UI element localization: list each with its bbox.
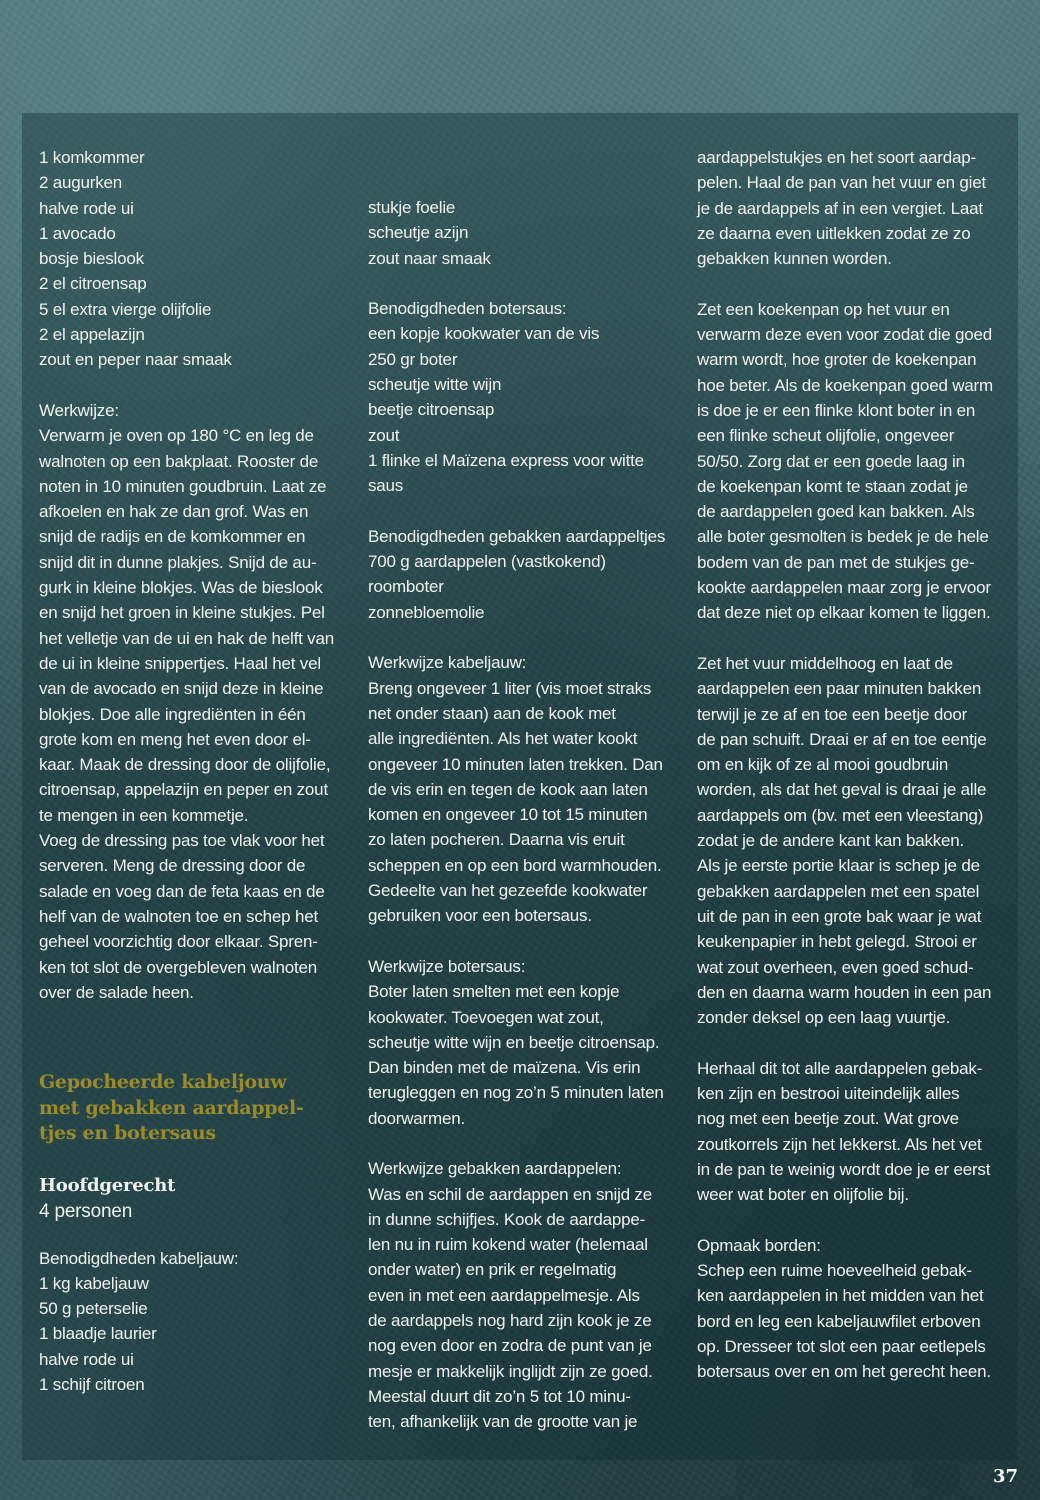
text-line: aardappelstukjes en het soort aardap- xyxy=(697,148,976,167)
method-line: afkoelen en hak ze dan grof. Was en xyxy=(39,502,309,522)
ingredient: 1 flinke el Maïzena express voor witte xyxy=(368,450,644,470)
section-label: Opmaak borden: xyxy=(697,1235,821,1255)
text-line: bord en leg een kabeljauwfilet erboven xyxy=(697,1311,981,1331)
text-line: zonder deksel op een laag vuurtje. xyxy=(697,1008,951,1028)
method-line: van de avocado en snijd deze in kleine xyxy=(39,679,324,699)
ingredient: 1 schijf citroen xyxy=(39,1375,145,1395)
text-line: Herhaal dit tot alle aardappelen gebak- xyxy=(697,1058,983,1078)
ingredient: 1 blaadje laurier xyxy=(39,1324,157,1344)
ingredient: beetje citroensap xyxy=(368,400,495,420)
method-line: de aardappels nog hard zijn kook je ze xyxy=(368,1311,652,1331)
section-label: Benodigdheden botersaus: xyxy=(368,299,567,319)
botersaus-ingredients xyxy=(368,296,688,498)
method-line: de vis erin en tegen de kook aan laten xyxy=(368,779,648,799)
method-line: Voeg de dressing pas toe vlak voor het xyxy=(39,831,325,851)
text-line: 50/50. Zorg dat er een goede laag in xyxy=(697,451,965,471)
method-line: mesje er makkelijk inglijdt zijn ze goed. xyxy=(368,1361,653,1381)
text-line: een flinke scheut olijfolie, ongeveer xyxy=(697,426,955,446)
method-line: nog even door en zodra de punt van je xyxy=(368,1336,652,1356)
section-label: Benodigdheden gebakken aardappeltjes xyxy=(368,526,666,546)
method-line: scheppen en op een bord warmhouden. xyxy=(368,855,662,875)
column-1 xyxy=(39,145,359,1397)
text-line: aardappelen een paar minuten bakken xyxy=(697,679,982,699)
aardappelen-method xyxy=(368,1156,688,1434)
section-label: Werkwijze gebakken aardappelen: xyxy=(368,1159,622,1179)
text-line: worden, als dat het geval is draai je alle xyxy=(697,780,987,800)
recipe-title-line: Gepocheerde kabeljouw xyxy=(39,1071,287,1094)
salad-ingredients xyxy=(39,145,359,373)
method-line: snijd de radijs en de komkommer en xyxy=(39,527,306,547)
spacer xyxy=(697,1207,1017,1232)
spacer xyxy=(368,929,688,954)
ingredient: zout xyxy=(368,425,400,445)
section-label: Werkwijze botersaus: xyxy=(368,956,526,976)
spacer xyxy=(697,1030,1017,1055)
ingredient: 700 g aardappelen (vastkokend) xyxy=(368,552,606,572)
ingredient: zout naar smaak xyxy=(368,248,491,268)
recipe-title xyxy=(39,1070,359,1147)
ingredient: scheutje azijn xyxy=(368,223,469,243)
aardappel-ingredients xyxy=(368,524,688,625)
text-line: zodat je de andere kant kan bakken. xyxy=(697,831,965,851)
method-line: de ui in kleine snippertjes. Haal het vel xyxy=(39,653,321,673)
ingredient: 1 komkommer xyxy=(39,148,145,167)
method-line: kaar. Maak de dressing door de olijfolie, xyxy=(39,755,331,775)
spacer xyxy=(368,1131,688,1156)
text-line: gebakken kunnen worden. xyxy=(697,249,892,269)
page-number: 37 xyxy=(993,1466,1019,1487)
method-line: Gedeelte van het gezeefde kookwater xyxy=(368,881,648,901)
section-label: Werkwijze kabeljauw: xyxy=(368,653,527,673)
text-line: Zet het vuur middelhoog en laat de xyxy=(697,653,953,673)
method-line: blokjes. Doe alle ingrediënten in één xyxy=(39,704,306,724)
method-line: het velletje van de ui en hak de helft van xyxy=(39,628,334,648)
text-line: ken zijn en bestrooi uiteindelijk alles xyxy=(697,1083,960,1103)
text-line: den en daarna warm houden in een pan xyxy=(697,982,992,1002)
text-line: ze daarna even uitlekken zodat ze zo xyxy=(697,223,971,243)
method-line: te mengen in een kommetje. xyxy=(39,805,249,825)
method-line: doorwarmen. xyxy=(368,1108,466,1128)
text-line: Schep een ruime hoeveelheid gebak- xyxy=(697,1261,972,1281)
text-line: bodem van de pan met de stukjes ge- xyxy=(697,552,975,572)
method-line: Was en schil de aardappen en snijd ze xyxy=(368,1184,652,1204)
kabeljauw-ingredients-cont xyxy=(368,195,688,271)
text-line: Zet een koekenpan op het vuur en xyxy=(697,299,950,319)
method-line: ten, afhankelijk van de grootte van je xyxy=(368,1412,638,1432)
method-line: net onder staan) aan de kook met xyxy=(368,703,616,723)
text-line: ken aardappelen in het midden van het xyxy=(697,1286,984,1306)
text-line: dat deze niet op elkaar komen te liggen. xyxy=(697,603,991,623)
method-line: helf van de walnoten toe en schep het xyxy=(39,906,318,926)
ingredient: 2 el appelazijn xyxy=(39,325,145,345)
method-line: Boter laten smelten met een kopje xyxy=(368,982,620,1002)
ingredient: een kopje kookwater van de vis xyxy=(368,324,600,344)
text-line: hoe beter. Als de koekenpan goed warm xyxy=(697,375,993,395)
botersaus-method xyxy=(368,954,688,1131)
recipe-title-line: met gebakken aardappel- xyxy=(39,1096,304,1119)
method-line: in dunne schijfjes. Kook de aardappe- xyxy=(368,1209,646,1229)
method-line: onder water) en prik er regelmatig xyxy=(368,1260,617,1280)
kabeljauw-ingredients xyxy=(39,1246,359,1398)
method-line: kookwater. Toevoegen wat zout, xyxy=(368,1007,604,1027)
plating-method xyxy=(697,1233,1017,1385)
column-3 xyxy=(697,145,1017,1385)
ingredient: stukje foelie xyxy=(368,198,456,217)
text-line: warm wordt, hoe groter de koekenpan xyxy=(697,350,977,370)
ingredient: 250 gr boter xyxy=(368,349,458,369)
text-line: terwijl je ze af en toe een beetje door xyxy=(697,704,968,724)
section-label: Werkwijze: xyxy=(39,400,119,420)
paragraph xyxy=(697,651,1017,1030)
text-line: uit de pan in een grote bak waar je wat xyxy=(697,906,982,926)
method-line: noten in 10 minuten goudbruin. Laat ze xyxy=(39,476,327,496)
method-line: zo laten pocheren. Daarna vis eruit xyxy=(368,830,625,850)
method-line: salade en voeg dan de feta kaas en de xyxy=(39,881,325,901)
method-line: ken tot slot de overgebleven walnoten xyxy=(39,957,318,977)
method-line: grote kom en meng het even door el- xyxy=(39,729,311,749)
spacer xyxy=(368,625,688,650)
spacer xyxy=(368,499,688,524)
text-line: alle boter gesmolten is bedek je de hele xyxy=(697,527,989,547)
ingredient: bosje bieslook xyxy=(39,249,144,269)
method-line: gurk in kleine blokjes. Was de bieslook xyxy=(39,578,323,598)
servings-label: 4 personen xyxy=(39,1200,133,1222)
method-line: len nu in ruim kokend water (helemaal xyxy=(368,1235,648,1255)
spacer xyxy=(39,1147,359,1173)
spacer xyxy=(697,271,1017,296)
spacer xyxy=(39,373,359,398)
text-line: wat zout overheen, even goed schud- xyxy=(697,957,974,977)
ingredient: 2 el citroensap xyxy=(39,274,147,294)
text-line: aardappels om (bv. met een vleestang) xyxy=(697,805,984,825)
ingredient: saus xyxy=(368,476,404,496)
method-line: Dan binden met de maïzena. Vis erin xyxy=(368,1058,641,1078)
text-line: keukenpapier in hebt gelegd. Strooi er xyxy=(697,932,977,952)
method-line: gebruiken voor een botersaus. xyxy=(368,906,592,926)
method-line: snijd dit in dunne plakjes. Snijd de au- xyxy=(39,552,317,572)
ingredient: halve rode ui xyxy=(39,198,134,218)
method-line: walnoten op een bakplaat. Rooster de xyxy=(39,451,319,471)
spacer xyxy=(39,1005,359,1070)
ingredient: 5 el extra vierge olijfolie xyxy=(39,299,212,319)
method-line: Breng ongeveer 1 liter (vis moet straks xyxy=(368,678,652,698)
text-line: in de pan te weinig wordt doe je er eerst xyxy=(697,1159,991,1179)
course-label: Hoofdgerecht xyxy=(39,1174,176,1196)
method-line: serveren. Meng de dressing door de xyxy=(39,856,306,876)
spacer xyxy=(697,626,1017,651)
text-line: zoutkorrels zijn het lekkerst. Als het vet xyxy=(697,1134,982,1154)
recipe-title-line: tjes en botersaus xyxy=(39,1122,216,1145)
column-2 xyxy=(368,195,688,1435)
ingredient: scheutje witte wijn xyxy=(368,375,502,395)
method-line: geheel voorzichtig door elkaar. Spren- xyxy=(39,932,318,952)
paragraph xyxy=(697,297,1017,626)
text-line: verwarm deze even voor zodat die goed xyxy=(697,325,992,345)
paragraph xyxy=(697,1056,1017,1208)
method-line: alle ingrediënten. Als het water kookt xyxy=(368,729,638,749)
method-line: scheutje witte wijn en beetje citroensap. xyxy=(368,1032,660,1052)
ingredient: 1 kg kabeljauw xyxy=(39,1273,149,1293)
ingredient: halve rode ui xyxy=(39,1349,134,1369)
text-line: is doe je er een flinke klont boter in en xyxy=(697,400,976,420)
text-line: de aardappelen goed kan bakken. Als xyxy=(697,502,975,522)
method-line: even in met een aardappelmesje. Als xyxy=(368,1285,640,1305)
ingredient: zout en peper naar smaak xyxy=(39,350,232,370)
ingredient: 2 augurken xyxy=(39,173,123,193)
salad-method xyxy=(39,398,359,1005)
method-line: Meestal duurt dit zo’n 5 tot 10 minu- xyxy=(368,1386,631,1406)
ingredient: 50 g peterselie xyxy=(39,1299,148,1319)
method-line: ongeveer 10 minuten laten trekken. Dan xyxy=(368,754,663,774)
spacer xyxy=(39,1226,359,1246)
paragraph xyxy=(697,145,1017,271)
text-line: kookte aardappelen maar zorg je ervoor xyxy=(697,578,991,598)
ingredient: roomboter xyxy=(368,577,444,597)
ingredient: 1 avocado xyxy=(39,223,116,243)
text-line: gebakken aardappelen met een spatel xyxy=(697,881,980,901)
spacer xyxy=(368,271,688,296)
text-line: de koekenpan komt te staan zodat je xyxy=(697,476,968,496)
kabeljauw-method xyxy=(368,650,688,928)
text-line: botersaus over en om het gerecht heen. xyxy=(697,1362,991,1382)
section-label: Benodigdheden kabeljauw: xyxy=(39,1248,239,1268)
method-line: terugleggen en nog zo’n 5 minuten laten xyxy=(368,1083,664,1103)
ingredient: zonnebloemolie xyxy=(368,602,485,622)
method-line: over de salade heen. xyxy=(39,982,194,1002)
text-line: weer wat boter en olijfolie bij. xyxy=(697,1185,909,1205)
text-line: Als je eerste portie klaar is schep je de xyxy=(697,856,980,876)
text-line: je de aardappels af in een vergiet. Laat xyxy=(697,198,983,218)
method-line: citroensap, appelazijn en peper en zout xyxy=(39,780,328,800)
text-line: nog met een beetje zout. Wat grove xyxy=(697,1109,959,1129)
method-line: komen en ongeveer 10 tot 15 minuten xyxy=(368,805,648,825)
text-line: op. Dresseer tot slot een paar eetlepels xyxy=(697,1336,986,1356)
method-line: en snijd het groen in kleine stukjes. Pel xyxy=(39,603,325,623)
method-line: Verwarm je oven op 180 °C en leg de xyxy=(39,426,314,446)
text-line: pelen. Haal de pan van het vuur en giet xyxy=(697,173,986,193)
text-line: om en kijk of ze al mooi goudbruin xyxy=(697,755,949,775)
text-line: de pan schuift. Draai er af en toe eentje xyxy=(697,729,987,749)
